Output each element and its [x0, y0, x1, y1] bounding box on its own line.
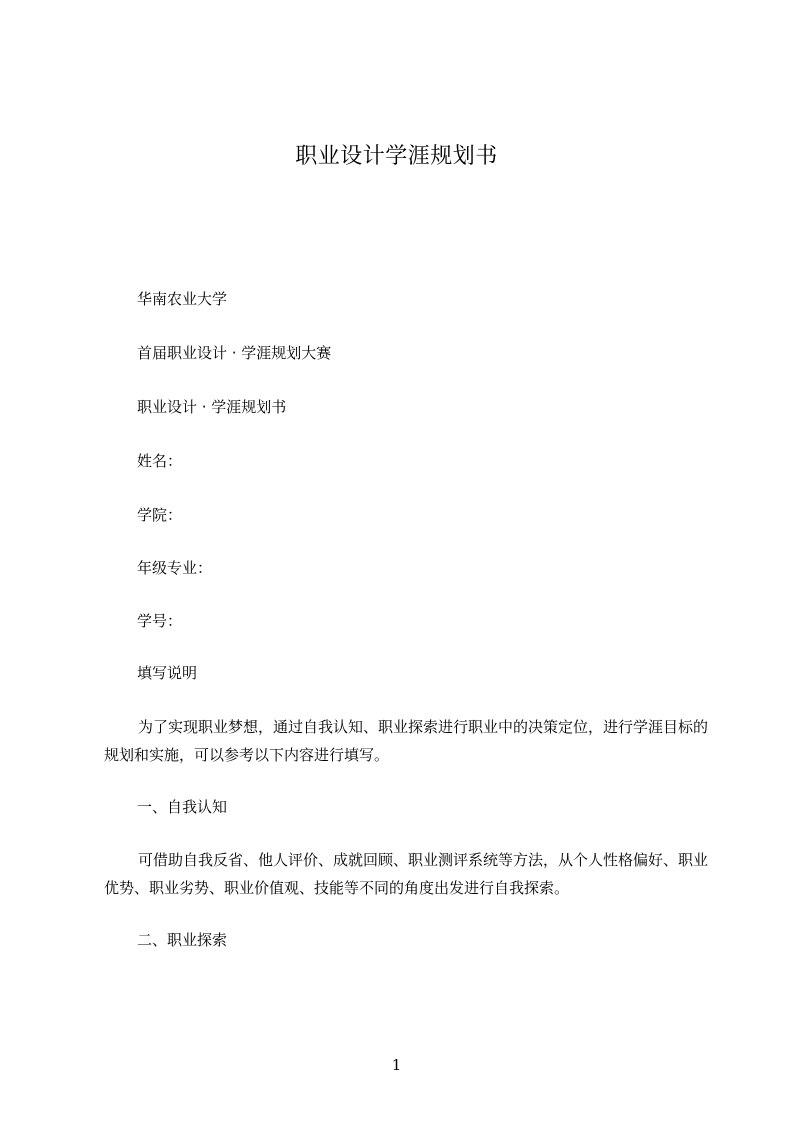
instructions-heading: 填写说明 — [137, 664, 198, 682]
college-field-label: 学院： — [137, 506, 183, 524]
page-number: 1 — [391, 1056, 402, 1074]
section-heading-career-exploration: 二、职业探索 — [137, 931, 228, 949]
student-id-field-label: 学号： — [137, 612, 183, 630]
name-field-label: 姓名： — [137, 452, 183, 470]
university-name: 华南农业大学 — [137, 290, 228, 308]
section-heading-self-awareness: 一、自我认知 — [137, 798, 228, 816]
document-title: 职业设计学涯规划书 — [295, 144, 498, 169]
document-type: 职业设计 · 学涯规划书 — [137, 398, 287, 416]
grade-major-field-label: 年级专业： — [137, 559, 213, 577]
instructions-paragraph: 为了实现职业梦想，通过自我认知、职业探索进行职业中的决策定位，进行学涯目标的规划和实施，可以参考以下内容进行填写。 — [104, 718, 709, 764]
competition-name: 首届职业设计 · 学涯规划大赛 — [137, 344, 332, 362]
self-awareness-paragraph: 可借助自我反省、他人评价、成就回顾、职业测评系统等方法，从个人性格偏好、职业优势、职业劣势、职业价值观、技能等不同的角度出发进行自我探索。 — [104, 851, 709, 897]
